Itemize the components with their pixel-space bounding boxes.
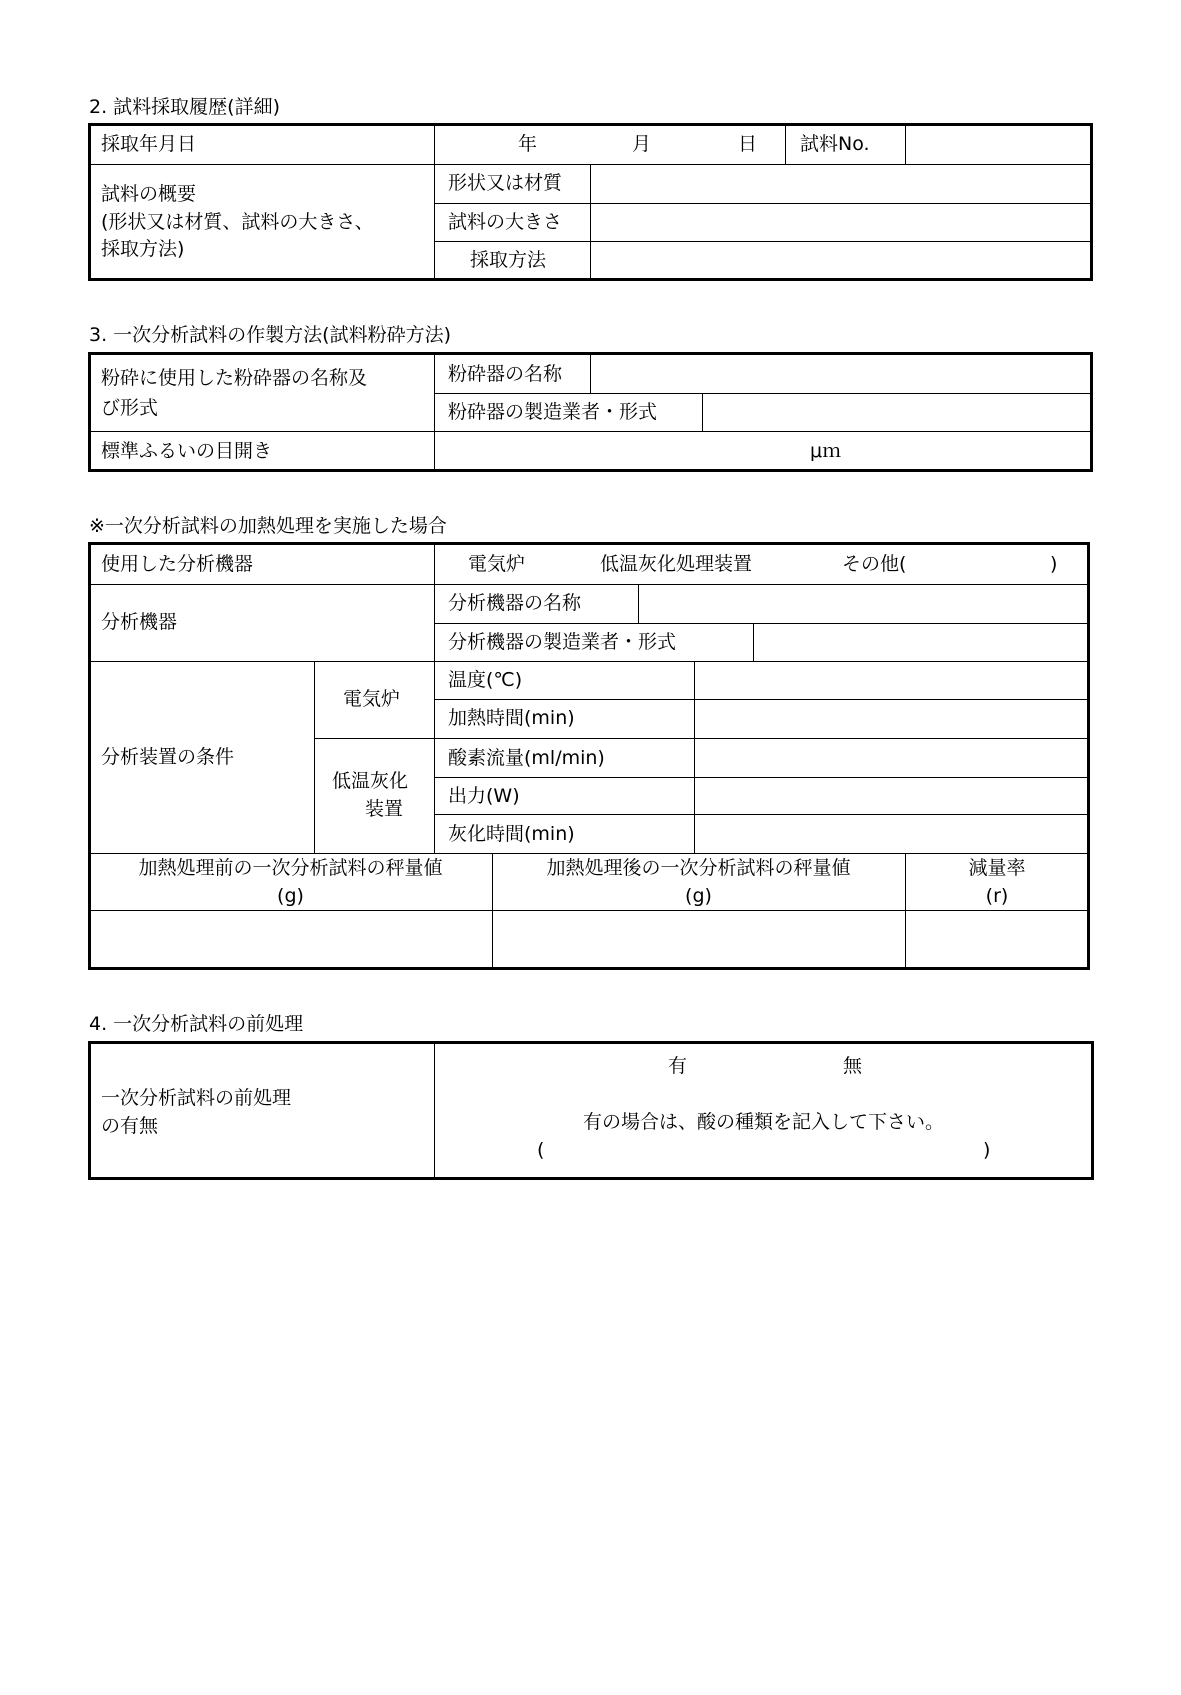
table-rule [590, 353, 591, 393]
temperature-field[interactable] [699, 664, 1088, 697]
used-instrument-label: 使用した分析機器 [101, 553, 254, 575]
table-rule [314, 738, 1089, 739]
crusher-name-field[interactable] [595, 356, 1088, 391]
oxygen-flow-label: 酸素流量(ml/min) [448, 747, 605, 769]
crusher-maker-field[interactable] [707, 396, 1088, 429]
sampling-date-label: 採取年月日 [101, 133, 197, 155]
loss-rate-label: 減量率 [968, 857, 1026, 879]
instrument-label: 分析機器 [101, 611, 178, 633]
oxygen-flow-field[interactable] [699, 741, 1088, 775]
weight-before-field[interactable] [92, 913, 490, 966]
table-rule [434, 699, 1089, 700]
table-rule [434, 623, 1089, 624]
crusher-name-label: 粉砕器の名称 [448, 363, 563, 385]
section-3-title: 3. 一次分析試料の作製方法(試料粉砕方法) [89, 324, 451, 346]
weight-before-unit: (g) [277, 885, 304, 907]
table-rule [89, 431, 1092, 432]
option-electric-furnace[interactable]: 電気炉 [468, 553, 526, 575]
weight-before-label: 加熱処理前の一次分析試料の秤量値 [138, 857, 443, 879]
overview-label-1: 試料の概要 [101, 183, 197, 205]
size-field[interactable] [595, 206, 1088, 239]
weight-after-unit: (g) [685, 885, 712, 907]
table-rule [694, 661, 695, 853]
shape-label: 形状又は材質 [448, 172, 563, 194]
table-rule [434, 353, 435, 471]
paren-close: ) [983, 1139, 991, 1161]
ashing-time-label: 灰化時間(min) [448, 823, 575, 845]
option-no[interactable]: 無 [843, 1055, 863, 1077]
power-field[interactable] [699, 780, 1088, 812]
overview-label-2: (形状又は材質、試料の大きさ、 [101, 211, 374, 233]
furnace-label: 電気炉 [343, 688, 401, 710]
pretreatment-label-2: の有無 [101, 1115, 159, 1137]
crusher-maker-label: 粉砕器の製造業者・形式 [448, 401, 658, 423]
overview-label-3: 採取方法) [101, 238, 185, 260]
table-rule [314, 661, 315, 853]
table-rule [89, 853, 1089, 854]
table-rule [702, 393, 703, 431]
sieve-label: 標準ふるいの目開き [101, 440, 273, 462]
option-low-temp-asher[interactable]: 低温灰化処理装置 [600, 553, 753, 575]
option-other[interactable]: その他( [842, 553, 907, 575]
acid-type-instruction: 有の場合は、酸の種類を記入して下さい。 [582, 1111, 944, 1133]
method-field[interactable] [595, 244, 1088, 277]
acid-type-field[interactable] [555, 1138, 975, 1164]
table-rule [434, 543, 435, 853]
heating-time-field[interactable] [699, 702, 1088, 736]
table-rule [434, 203, 1092, 204]
day-label: 日 [738, 133, 758, 155]
method-label: 採取方法 [470, 249, 547, 271]
temperature-label: 温度(℃) [448, 669, 523, 691]
asher-label-2: 装置 [365, 798, 404, 820]
pretreatment-label-1: 一次分析試料の前処理 [101, 1087, 292, 1109]
heating-time-label: 加熱時間(min) [448, 707, 575, 729]
weight-after-label: 加熱処理後の一次分析試料の秤量値 [546, 857, 851, 879]
instrument-name-label: 分析機器の名称 [448, 592, 582, 614]
table-rule [590, 164, 591, 280]
table-rule [89, 661, 1089, 662]
table-rule [638, 584, 639, 623]
table-rule [753, 623, 754, 661]
month-label: 月 [632, 133, 652, 155]
option-yes[interactable]: 有 [668, 1055, 688, 1077]
table-rule [905, 124, 906, 164]
table-rule [434, 777, 1089, 778]
instrument-maker-label: 分析機器の製造業者・形式 [448, 631, 677, 653]
section-4-title: 4. 一次分析試料の前処理 [89, 1013, 304, 1035]
section-2-title: 2. 試料採取履歴(詳細) [89, 96, 280, 118]
asher-label-1: 低温灰化 [332, 770, 409, 792]
year-label: 年 [518, 133, 538, 155]
instrument-maker-field[interactable] [758, 626, 1088, 659]
sieve-field[interactable] [440, 434, 800, 468]
weight-after-field[interactable] [495, 913, 903, 966]
conditions-label: 分析装置の条件 [101, 746, 235, 768]
table-rule [434, 241, 1092, 242]
size-label: 試料の大きさ [448, 211, 563, 233]
ashing-time-field[interactable] [699, 817, 1088, 851]
power-label: 出力(W) [448, 785, 520, 807]
sample-no-label: 試料No. [800, 133, 870, 155]
loss-rate-field[interactable] [908, 913, 1086, 966]
table-rule [89, 910, 1089, 911]
crusher-label-2: び形式 [101, 397, 159, 419]
heat-section-title: ※一次分析試料の加熱処理を実施した場合 [89, 515, 447, 537]
sieve-unit: μｍ [810, 440, 842, 462]
option-other-close: ) [1050, 553, 1058, 575]
table-rule [434, 393, 1092, 394]
loss-rate-unit: (r) [985, 885, 1009, 907]
table-rule [785, 124, 786, 164]
paren-open: ( [537, 1139, 545, 1161]
table-rule [89, 584, 1089, 585]
shape-field[interactable] [595, 167, 1088, 201]
table-rule [434, 814, 1089, 815]
instrument-name-field[interactable] [643, 587, 1088, 621]
table-rule [434, 124, 435, 280]
crusher-label-1: 粉砕に使用した粉砕器の名称及 [101, 367, 368, 389]
sample-no-field[interactable] [910, 127, 1088, 161]
